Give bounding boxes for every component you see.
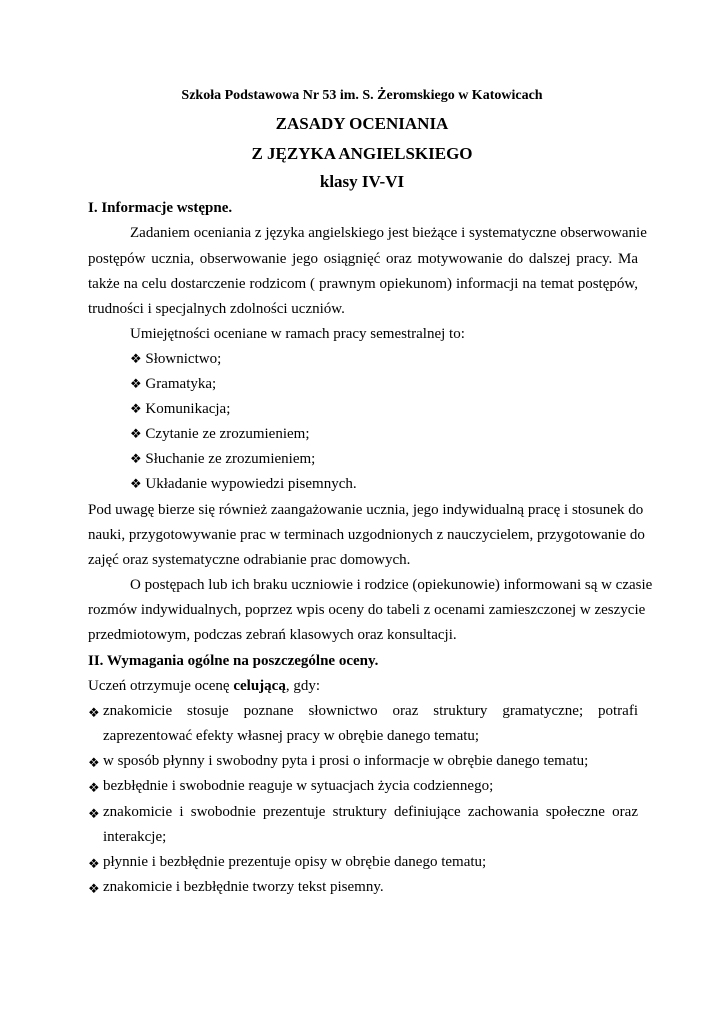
list-item-line: znakomicie i bezbłędnie tworzy tekst pisemny. bbox=[103, 879, 384, 895]
paragraph-line: trudności i specjalnych zdolności uczniów. bbox=[88, 301, 345, 317]
paragraph-line: zajęć oraz systematyczne odrabianie prac domowych. bbox=[88, 552, 411, 568]
list-item: ❖ Gramatyka; bbox=[130, 376, 217, 392]
diamond-bullet-icon: ❖ bbox=[88, 881, 100, 896]
list-item: ❖ Słownictwo; bbox=[130, 351, 222, 367]
diamond-bullet-icon: ❖ bbox=[130, 451, 142, 466]
diamond-bullet-icon: ❖ bbox=[88, 705, 100, 720]
diamond-bullet-icon: ❖ bbox=[88, 856, 100, 871]
list-item-line: znakomicie stosuje poznane słownictwo oraz struktury gramatyczne; potrafi bbox=[103, 703, 638, 719]
list-item-line: znakomicie i swobodnie prezentuje struktury definiujące zachowania społeczne oraz bbox=[103, 804, 638, 820]
list-item-line: w sposób płynny i swobodny pyta i prosi o informacje w obrębie danego tematu; bbox=[103, 753, 589, 769]
document-grades: klasy IV-VI bbox=[319, 172, 405, 191]
diamond-bullet-icon: ❖ bbox=[88, 755, 100, 770]
grade-intro: Uczeń otrzymuje ocenę celującą, gdy: bbox=[88, 678, 320, 694]
diamond-bullet-icon: ❖ bbox=[130, 351, 142, 366]
list-item: ❖ Układanie wypowiedzi pisemnych. bbox=[130, 476, 357, 492]
list-item-line: interakcje; bbox=[103, 829, 167, 845]
list-item-line: zaprezentować efekty własnej pracy w obrębie danego tematu; bbox=[103, 728, 480, 744]
list-item: ❖ Komunikacja; bbox=[130, 401, 231, 417]
paragraph-line: O postępach lub ich braku uczniowie i rodzice (opiekunowie) informowani są w czasie bbox=[130, 577, 653, 593]
paragraph-line: Zadaniem oceniania z języka angielskiego jest bieżące i systematyczne obserwowanie bbox=[130, 225, 647, 241]
diamond-bullet-icon: ❖ bbox=[130, 426, 142, 441]
diamond-bullet-icon: ❖ bbox=[130, 476, 142, 491]
section-1-heading: I. Informacje wstępne. bbox=[88, 200, 233, 216]
document-title: ZASADY OCENIANIA bbox=[275, 114, 449, 133]
list-item: ❖ Czytanie ze zrozumieniem; bbox=[130, 426, 310, 442]
paragraph-line: Pod uwagę bierze się również zaangażowanie ucznia, jego indywidualną pracę i stosunek do bbox=[88, 502, 644, 518]
list-item-line: bezbłędnie i swobodnie reaguje w sytuacjach życia codziennego; bbox=[103, 778, 494, 794]
paragraph-line: nauki, przygotowywanie prac w terminach uzgodnionych z nauczycielem, przygotowanie do bbox=[88, 527, 645, 543]
skills-intro: Umiejętności oceniane w ramach pracy semestralnej to: bbox=[130, 326, 465, 342]
grade-name: celującą bbox=[233, 678, 286, 694]
paragraph-line: także na celu dostarczenie rodzicom ( prawnym opiekunom) informacji na temat postępów, bbox=[88, 276, 638, 292]
section-2-heading: II. Wymagania ogólne na poszczególne oceny. bbox=[88, 653, 379, 669]
list-item-line: płynnie i bezbłędnie prezentuje opisy w obrębie danego tematu; bbox=[103, 854, 487, 870]
document-subject: Z JĘZYKA ANGIELSKIEGO bbox=[251, 144, 473, 163]
school-name: Szkoła Podstawowa Nr 53 im. S. Żeromskiego w Katowicach bbox=[181, 88, 543, 103]
paragraph-line: rozmów indywidualnych, poprzez wpis oceny do tabeli z ocenami zamieszczonej w zeszycie bbox=[88, 602, 646, 618]
diamond-bullet-icon: ❖ bbox=[88, 806, 100, 821]
diamond-bullet-icon: ❖ bbox=[88, 780, 100, 795]
diamond-bullet-icon: ❖ bbox=[130, 376, 142, 391]
paragraph-line: przedmiotowym, podczas zebrań klasowych oraz konsultacji. bbox=[88, 627, 457, 643]
diamond-bullet-icon: ❖ bbox=[130, 401, 142, 416]
list-item: ❖ Słuchanie ze zrozumieniem; bbox=[130, 451, 316, 467]
paragraph-line: postępów ucznia, obserwowanie jego osiągnięć oraz motywowanie do dalszej pracy. Ma bbox=[88, 251, 638, 267]
